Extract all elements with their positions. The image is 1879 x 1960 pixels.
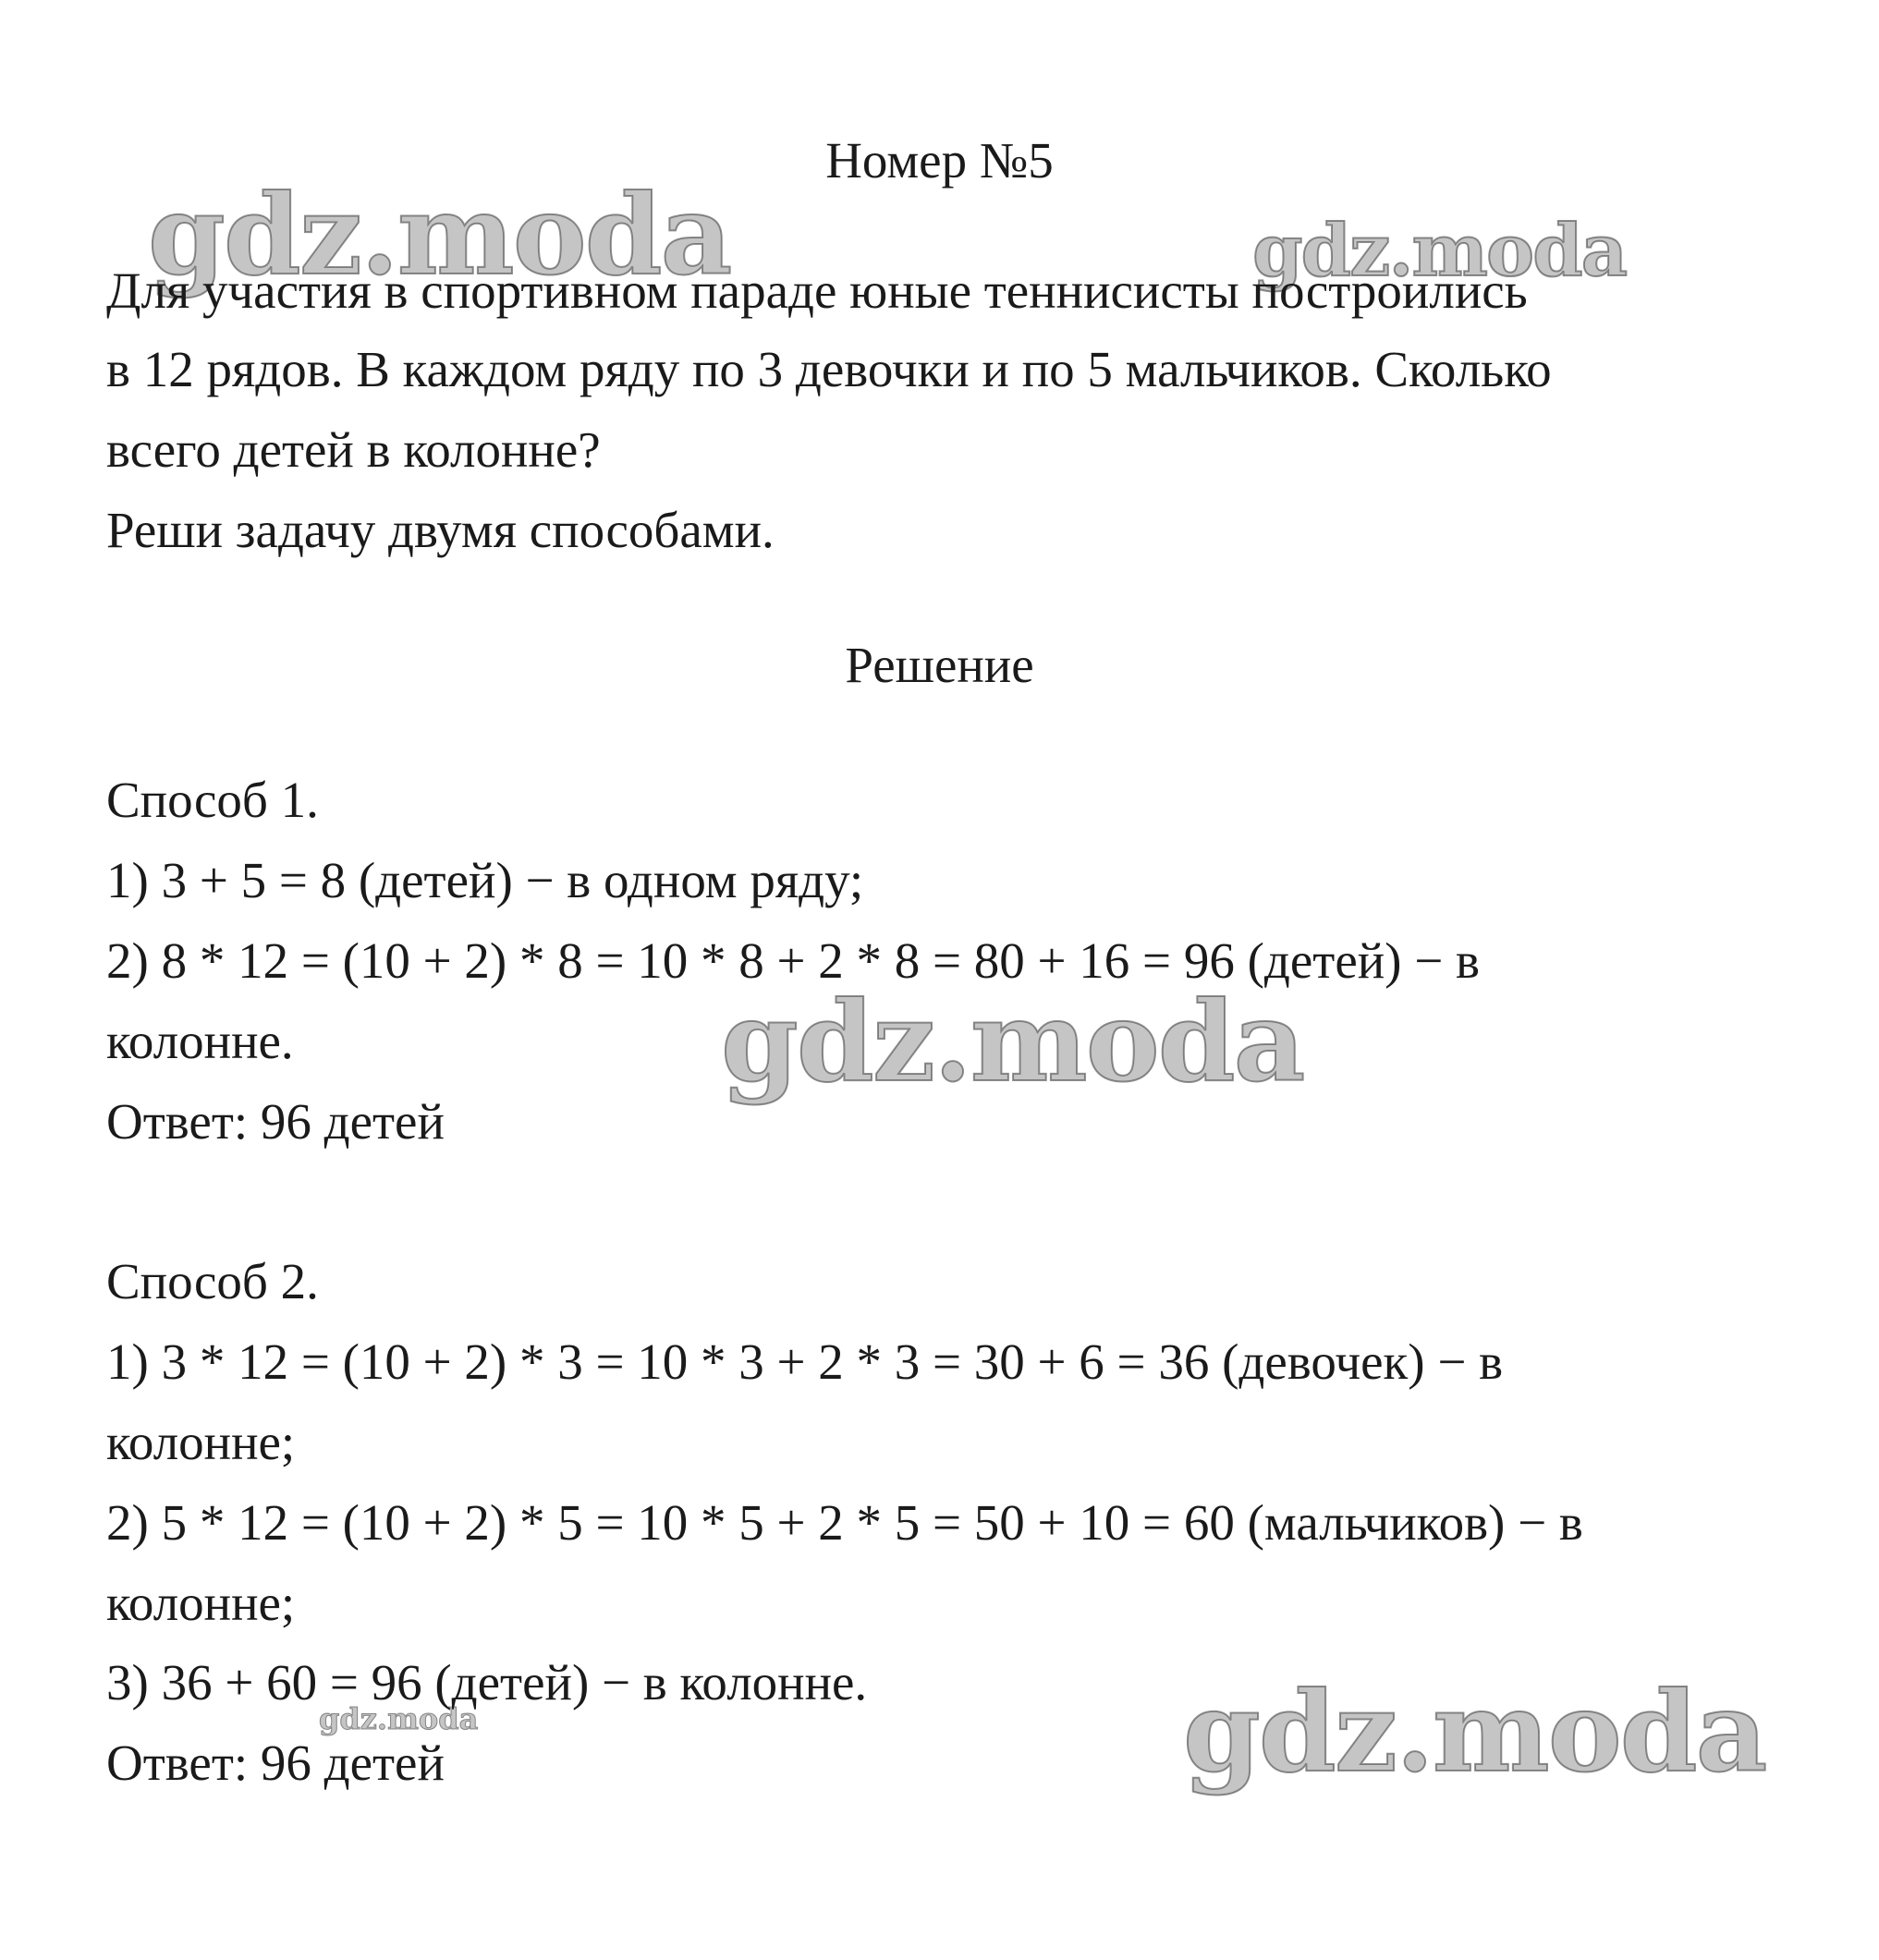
problem-line-4: Реши задачу двумя способами. — [106, 502, 775, 558]
problem-line-3: всего детей в колонне? — [106, 421, 601, 478]
method2-step-3: 3) 36 + 60 = 96 (детей) − в колонне. — [106, 1654, 868, 1710]
method2-step-2-cont: колонне; — [106, 1575, 296, 1631]
method1-title: Способ 1. — [106, 772, 319, 828]
method1-step-2-cont: колонне. — [106, 1013, 294, 1069]
watermark-top-left: gdz.moda — [148, 170, 731, 300]
problem-line-1: Для участия в спортивном параде юные теннисисты построились — [106, 262, 1528, 319]
method2-step-1-cont: колонне; — [106, 1414, 296, 1470]
watermark-small: gdz.moda — [319, 1701, 479, 1736]
watermark-top-right: gdz.moda — [1252, 209, 1627, 293]
method1-step-2: 2) 8 * 12 = (10 + 2) * 8 = 10 * 8 + 2 * 8 = 80 + 16 = 96 (детей) − в — [106, 932, 1480, 989]
method2-step-1: 1) 3 * 12 = (10 + 2) * 3 = 10 * 3 + 2 * 3 = 30 + 6 = 36 (девочек) − в — [106, 1333, 1504, 1390]
watermark-middle: gdz.moda — [721, 977, 1304, 1107]
method2-step-2: 2) 5 * 12 = (10 + 2) * 5 = 10 * 5 + 2 * 5 = 50 + 10 = 60 (мальчиков) − в — [106, 1494, 1583, 1551]
problem-line-2: в 12 рядов. В каждом ряду по 3 девочки и по 5 мальчиков. Сколько — [106, 341, 1552, 397]
page-title: Номер №5 — [825, 132, 1054, 189]
method2-answer: Ответ: 96 детей — [106, 1735, 445, 1791]
solution-heading: Решение — [845, 637, 1034, 693]
watermark-bottom-right: gdz.moda — [1183, 1667, 1766, 1797]
method2-title: Способ 2. — [106, 1253, 319, 1309]
method1-answer: Ответ: 96 детей — [106, 1093, 445, 1150]
method1-step-1: 1) 3 + 5 = 8 (детей) − в одном ряду; — [106, 852, 864, 908]
